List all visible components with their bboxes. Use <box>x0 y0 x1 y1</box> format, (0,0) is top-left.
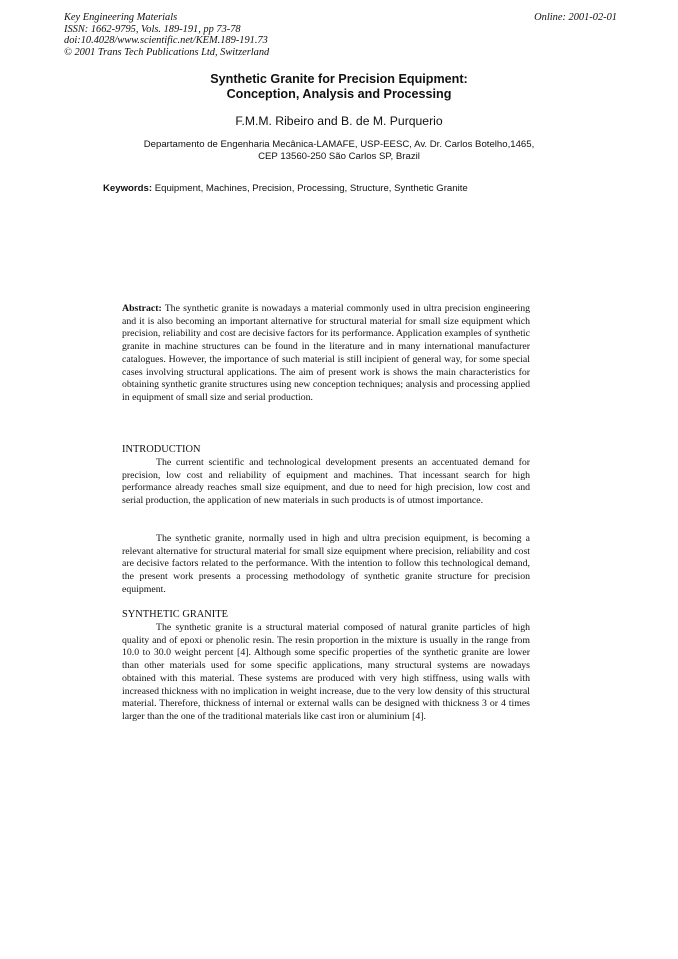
keywords <box>103 183 468 195</box>
synthetic-granite-paragraph-1-text: The synthetic granite is a structural material composed of natural granite particles of high quality and of epoxi or phenolic resin. The resin proportion in the mixture is usually in the range from 10.0 to 30.0 weight percent [4]. Although some specific properties of the synthetic granite are lower than other materials used for some specific applications, many structural systems are nowadays obtained with this material. These systems are produced with very high stiffness, using walls with increased thickness with no implication in weight increase, due to the very low density of this structural material. Therefore, thickness of internal or external walls can be designed with thickness 3 or 4 times larger than the one of the traditional materials like cast iron or aluminium [4]. <box>122 622 530 722</box>
introduction-paragraph-2-text: The synthetic granite, normally used in high and ultra precision equipment, is becoming a relevant alternative for structural material for small size equipment where precision, reliability and cost are decisive factors related to the performance. With the intention to follow this technological demand, the present work presents a processing methodology of synthetic granite structure for precision equipment. <box>122 533 530 595</box>
paper-title <box>0 72 678 102</box>
synthetic-granite-heading: SYNTHETIC GRANITE <box>122 609 228 620</box>
keywords-text: Equipment, Machines, Precision, Processing, Structure, Synthetic Granite <box>154 183 468 194</box>
introduction-heading: INTRODUCTION <box>122 444 201 455</box>
online-date: Online: 2001-02-01 <box>534 12 617 23</box>
introduction-paragraph-1 <box>122 457 530 508</box>
affiliation <box>0 139 678 163</box>
abstract-text: The synthetic granite is nowadays a material commonly used in ultra precision engineering and it is also becoming an important alternative for structural material for small size equipment which precision, reliability and cost are decisive factors for its performance. Application examples of synthetic granite in machine structures can be found in the literature and in many international manufacturer catalogues. However, the importance of such material is still incipient of general way, for some special cases involving structural applications. The aim of present work is shows the main characteristics for obtaining synthetic granite structures using new conception techniques; analysis and processing applied in equipment of small size and serial production. <box>122 303 531 403</box>
affiliation-line-2: CEP 13560-250 São Carlos SP, Brazil <box>258 151 420 162</box>
journal-metadata <box>64 12 269 58</box>
abstract <box>122 303 530 405</box>
issn-line: ISSN: 1662-9795, Vols. 189-191, pp 73-78 <box>64 23 241 35</box>
doi-line: doi:10.4028/www.scientific.net/KEM.189-191.73 <box>64 35 268 47</box>
title-line-2: Conception, Analysis and Processing <box>226 87 452 101</box>
title-line-1: Synthetic Granite for Precision Equipment: <box>210 72 468 86</box>
synthetic-granite-paragraph-1 <box>122 622 530 724</box>
journal-name: Key Engineering Materials <box>64 12 178 23</box>
keywords-label: Keywords: <box>103 183 153 194</box>
authors: F.M.M. Ribeiro and B. de M. Purquerio <box>235 114 443 128</box>
introduction-paragraph-1-text: The current scientific and technological development presents an accentuated demand for precision, low cost and reliability of equipment and machines. That incessant search for high performance already reaches small size equipment, and due to need for high precision, low cost and serial production, the application of new materials in such products is of utmost importance. <box>122 457 530 507</box>
abstract-label: Abstract: <box>122 303 162 314</box>
copyright-line: © 2001 Trans Tech Publications Ltd, Switzerland <box>64 46 270 58</box>
affiliation-line-1: Departamento de Engenharia Mecânica-LAMAFE, USP-EESC, Av. Dr. Carlos Botelho,1465, <box>143 139 535 150</box>
introduction-paragraph-2 <box>122 533 530 597</box>
